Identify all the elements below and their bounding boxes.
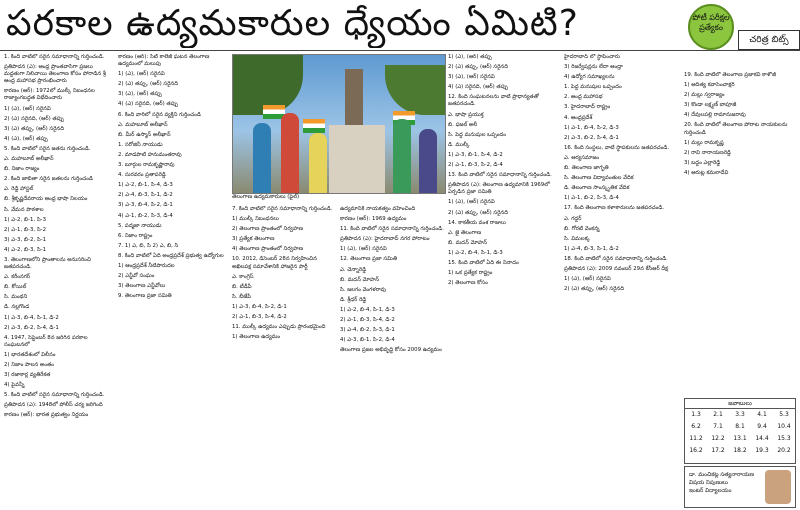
- question-line: 2) ఎ-3, బి-2, సి-4, డి-1: [564, 134, 619, 141]
- question-line: 14. కాకతీయ వంశ రాజులు: [448, 219, 506, 226]
- author-place: ఇంటర్ విద్యాలయం: [689, 488, 732, 494]
- question-line: 3) ఎ-3, బి-4, సి-2, డి-1: [118, 202, 173, 209]
- question-line: డి. నల్లగొండ: [4, 304, 30, 311]
- answer-cell: 8.1: [735, 423, 745, 430]
- column-1: [4, 54, 114, 506]
- answer-cell: 14.4: [755, 435, 769, 442]
- question-line: సి. పెద్ద మనుషుల ఒప్పందం: [448, 131, 507, 138]
- question-line: బి. మదన్ మోహన్: [340, 276, 380, 283]
- answer-cell: 3.3: [735, 411, 745, 418]
- author-photo: [765, 470, 791, 504]
- question-line: 19. కింది వాటిలో తెలంగాణ ప్రజాకవి కాళోజీ: [684, 72, 776, 78]
- question-line: డి. శ్రీధర్ రెడ్డి: [340, 296, 367, 303]
- question-line: 2) తెలంగాణ ప్రాంతంలో నిర్వహణ: [232, 226, 304, 233]
- question-line: 3) ప్రత్యేక తెలంగాణ: [232, 236, 275, 243]
- question-line: 1) ఎ-2, బి-4, సి-1, డి-3: [448, 249, 503, 256]
- question-line: 1) ఎ-2, బి-1, సి-4, డి-3: [118, 182, 173, 189]
- question-line: 4) దేవులపల్లి రామానుజరావు: [684, 112, 746, 119]
- question-line: 2) ఎ-1, బి-3, సి-4, డి-2: [340, 317, 395, 324]
- question-line: 1) (ఎ), (ఆర్) సరైనవి: [448, 199, 495, 206]
- answer-cell: 10.4: [777, 423, 791, 430]
- question-line: 1) ముల్కీ నిబంధనలు: [232, 216, 279, 223]
- question-line: 3. హైదరాబాద్ రాష్ట్రం: [564, 104, 611, 111]
- question-line: 3) రిజర్వేషన్లను లేదా ఆంధ్రా: [564, 64, 623, 71]
- question-line: 2) ఎ-4, బి-3, సి-1, డి-2: [118, 192, 173, 199]
- question-line: 1) ఎ-2, బి-1, సి-3: [4, 216, 46, 223]
- question-line: 20. కింది వాటిలో తెలంగాణ పోరాట నాయకులను గుర్తించండి: [684, 122, 788, 136]
- question-line: ప్రతిపాదన (ఎ): హైదరాబాద్ నగర పోరాటం: [340, 236, 430, 243]
- question-line: ఎ. గద్దర్: [564, 215, 582, 222]
- statue-shape: [345, 69, 363, 129]
- answers-table: [685, 409, 795, 457]
- answer-cell: 20.2: [777, 447, 791, 454]
- question-line: 2) (ఎ) సరైనది, (ఆర్) తప్పు: [4, 115, 64, 122]
- question-line: 2) మల్లు స్వరాజ్యం: [684, 92, 725, 99]
- question-line: 6. నిజాం రాష్ట్రం: [118, 232, 153, 239]
- question-line: 2) నిజాం పాలన అంతం: [4, 362, 54, 368]
- question-line: 1) (ఎ), (ఆర్) సరైనవి: [564, 276, 611, 283]
- question-line: 1) తెలంగాణ ఉద్యమం: [232, 334, 281, 341]
- question-line: ఎ. కరీంనగర్: [4, 274, 31, 281]
- question-line: బి. కోయిల్: [4, 284, 27, 291]
- question-line: 7. కింది వాటిలో సరైన సమాధానాన్ని గుర్తించండి.: [232, 206, 333, 212]
- answer-row: [685, 409, 795, 421]
- question-line: 1) ఎ-1, బి-4, సి-2, డి-3: [564, 124, 619, 131]
- question-line: సి. విమలక్క: [564, 235, 590, 242]
- answer-cell: 6.2: [691, 423, 701, 430]
- question-line: కారణం (ఆర్): 1969 ఉద్యమం: [340, 216, 407, 223]
- question-line: 4) తెలంగాణ ప్రాంతంలో నిర్వహణ: [232, 246, 304, 253]
- question-line: ఎ. చెన్నారెడ్డి: [340, 266, 367, 273]
- divider: [0, 50, 800, 51]
- question-line: బి. తెలంగాణ జాగృతి: [564, 165, 609, 172]
- question-line: 7. 1) ఎ, బి, సి 2) ఎ, బి, సి: [118, 242, 179, 249]
- question-line: 1. సరోజినీ నాయుడు: [118, 141, 163, 148]
- question-line: 4. 1947, సెప్టెంబర్ 8న జరిగిన పరకాల సంఘటనలో: [4, 334, 88, 348]
- question-line: 2. కింది జాబితా సరైన జతలను గుర్తించండి: [4, 176, 93, 183]
- answers-header: జవాబులు: [685, 399, 795, 409]
- author-role: విషయ నిపుణులు: [689, 480, 728, 486]
- column-7: [684, 72, 796, 392]
- question-line: ఎ. మహబూబ్ అలీఖాన్: [118, 121, 168, 128]
- answer-cell: 5.3: [779, 411, 789, 418]
- answer-cell: 17.2: [711, 447, 725, 454]
- answer-cell: 4.1: [757, 411, 767, 418]
- question-line: ఉద్యమానికి నాయకత్వం వహించింది: [340, 206, 416, 212]
- question-line: 2. మాడపాటి హనుమంతరావు: [118, 151, 182, 158]
- question-line: ఎ. జై తెలంగాణ: [448, 229, 482, 236]
- question-line: 1) ఒక ప్రత్యేక రాష్ట్రం: [448, 270, 493, 277]
- question-line: సి. తెలంగాణ విద్యావంతుల వేదిక: [564, 175, 634, 182]
- question-line: 3) (ఎ) తప్పు, (ఆర్) సరైనది: [4, 125, 64, 132]
- answer-cell: 1.3: [691, 411, 701, 418]
- question-line: 1. కింది వాటిలో సరైన సమాధానాన్ని గుర్తించండి.: [4, 54, 105, 60]
- question-line: 1) ఎ-3, బి-1, సి-4, డి-2: [448, 151, 503, 158]
- column-6: [564, 54, 680, 506]
- question-line: తెలంగాణ ప్రజల అభివృద్ధి కోసం 2009 ఉద్యమం: [340, 347, 442, 354]
- question-line: బి. ఫజల్ అలీ: [448, 121, 478, 128]
- question-line: బి. మదన్ మోహన్: [448, 239, 488, 246]
- author-box: [684, 466, 796, 508]
- question-line: 12. తెలంగాణ ప్రజా సమితి: [340, 256, 398, 263]
- question-line: 3. తెలంగాణలోని ప్రాంతాలను అనుసరించి జతపరచండి.: [4, 256, 92, 271]
- question-line: 3) రజాకార్ల వ్యతిరేకత: [4, 372, 51, 379]
- question-line: 3) ఎ-3, బి-2, సి-1: [4, 236, 46, 243]
- question-line: ఎ. రెడ్డి హాస్టల్: [4, 186, 34, 193]
- protest-photo: [232, 54, 446, 194]
- question-line: 2) ఎ-3, బి-2, సి-4, డి-1: [4, 324, 59, 331]
- question-line: 1) ఎ-2, బి-4, సి-1, డి-3: [340, 306, 395, 313]
- question-line: బి. టీడీపీ: [232, 283, 252, 290]
- question-line: 4) ఉద్యోగ సమాఖ్యలను: [564, 74, 615, 81]
- question-line: 2) ఎన్జీవో సంఘం: [118, 273, 155, 280]
- question-line: 2) (ఎ) తప్పు, (ఆర్) సరైనది: [448, 64, 508, 71]
- question-line: ఎ. ఆర్యసమాజం: [564, 154, 600, 161]
- question-line: సి. వేమన పాఠశాల: [4, 206, 44, 213]
- answer-cell: 2.1: [713, 411, 723, 418]
- question-line: బి. శ్రీకృష్ణదేవరాయ ఆంధ్ర భాషా నిలయం: [4, 196, 88, 203]
- question-line: 1. పెద్ద మనుషుల ఒప్పందం: [564, 84, 622, 91]
- question-line: 18. కింది వాటిలో సరైన సమాధానాన్ని గుర్తించండి.: [564, 255, 668, 262]
- question-line: హైదరాబాద్ లో స్థాపించారు: [564, 54, 620, 60]
- answer-row: [685, 445, 795, 457]
- answer-cell: 19.3: [755, 447, 769, 454]
- question-line: 2) (ఎ) తప్పు, (ఆర్) సరైనది: [564, 286, 624, 293]
- question-line: 13. కింది వాటిలో సరైన సమాధానాన్ని గుర్తించండి.: [448, 172, 552, 179]
- question-line: బి. గోరటి వెంకన్న: [564, 225, 600, 232]
- question-line: డి. ముల్కీ: [448, 141, 470, 148]
- person-figure: [393, 119, 411, 193]
- question-line: 3) కొండా లక్ష్మణ్ బాపూజీ: [684, 102, 737, 109]
- question-line: 6. కింది వారిలో సరైన వ్యక్తిని గుర్తించండి: [118, 111, 201, 118]
- question-line: 1) (ఎ), (ఆర్) సరైనవి: [4, 105, 51, 112]
- question-line: ఎ. మహబూబ్ అలీఖాన్: [4, 156, 54, 163]
- person-figure: [253, 123, 271, 193]
- question-line: 2) తెలంగాణ కోసం: [448, 280, 488, 287]
- column-5: [448, 54, 560, 506]
- question-line: 3) తెలంగాణ ఎన్జీవోలు: [118, 283, 166, 290]
- question-line: 1) (ఎ), (ఆర్) తప్పు: [448, 54, 492, 60]
- answer-cell: 18.2: [733, 447, 747, 454]
- question-line: ప్రతిపాదన (ఎ): 1948లో పోలీస్ చర్య జరిగింది: [4, 402, 103, 409]
- question-line: 3) బద్దం ఎల్లారెడ్డి: [684, 159, 721, 166]
- question-line: 4) పైవన్నీ: [4, 382, 25, 389]
- question-line: 4) ఎ-1, బి-2, సి-3, డి-4: [118, 212, 173, 219]
- question-line: 2) (ఎ) తప్పు, (ఆర్) సరైనది: [448, 209, 508, 216]
- question-line: 16. కింది సంస్థలు, వాటి స్థాపకులను జతపరచండి.: [564, 144, 670, 151]
- answers-box: [684, 398, 796, 464]
- answer-cell: 9.4: [757, 423, 767, 430]
- question-line: ఎ. భాషా ప్రయుక్త: [448, 111, 484, 118]
- page-title: పరకాల ఉద్యమకారుల ధ్యేయం ఏమిటి?: [6, 3, 579, 44]
- question-line: ప్రతిపాదన (ఎ): ఆంధ్ర ప్రాంతవాసిగా ప్రజలు మద్దతుగా నిలిచాయి తెలంగాణ కోసం పోరాడిన శ్రీ ఆంధ్ర మహాసభ ప్రారంభించారు: [4, 64, 106, 85]
- question-line: 1) మల్లు రామకృష్ణ: [684, 139, 724, 146]
- answer-row: [685, 421, 795, 433]
- answer-cell: 15.3: [777, 435, 791, 442]
- question-line: 2) రావి నారాయణరెడ్డి: [684, 149, 731, 156]
- question-line: 5. పద్మజా నాయుడు: [118, 222, 162, 229]
- question-line: 5. కింది వాటిలో సరైన సమాధానాన్ని గుర్తించండి.: [4, 392, 105, 399]
- question-line: 4) ఎ-2, బి-3, సి-1: [4, 246, 46, 253]
- question-line: 4. ఆంధ్రప్రదేశ్: [564, 114, 593, 121]
- question-line: సి. జలగం వెంగళరావు: [340, 286, 387, 293]
- question-line: 1) ఎ-3, బి-4, సి-1, డి-2: [4, 314, 59, 321]
- question-line: కారణం (ఆర్): 1972లో ముల్కీ నిబంధనల రాజ్యాంగబద్ధత విభేదించారు: [4, 88, 95, 102]
- photo-caption: తెలంగాణ ఉద్యమకారులు (ఫైల్): [232, 194, 300, 200]
- question-line: ఎ. కాంగ్రెస్: [232, 273, 254, 280]
- column-3: [232, 206, 336, 506]
- exam-special-badge: పోటీ పరీక్షల ప్రత్యేకం: [688, 4, 734, 50]
- question-line: 15. కింది వాటిలో ఏది ఈ నినాదం: [448, 259, 519, 266]
- question-line: డి. తెలంగాణ సాంస్కృతిక వేదిక: [564, 185, 630, 192]
- question-line: బి. నిజాం రాజ్యం: [4, 166, 40, 173]
- person-figure: [281, 113, 299, 193]
- question-line: కారణం (ఆర్): భారత ప్రభుత్వం నిర్ణయం: [4, 412, 89, 419]
- question-line: ప్రతిపాదన (ఎ): 2009 నవంబర్ 29న కేసీఆర్ దీక్ష: [564, 265, 669, 272]
- question-line: 2) ఎ-1, బి-3, సి-2, డి-4: [448, 162, 503, 169]
- question-line: సి. బీజేపీ: [232, 293, 252, 300]
- question-line: 1) ఎ-1, బి-2, సి-3, డి-4: [564, 195, 619, 202]
- answer-cell: 16.2: [689, 447, 703, 454]
- question-line: 4) (ఎ) సరైనది, (ఆర్) తప్పు: [118, 101, 178, 108]
- tree-shape: [385, 65, 445, 115]
- question-line: 3) (ఎ), (ఆర్) సరైనవి: [448, 74, 495, 81]
- question-line: కారణం (ఆర్): సిటీ కాలేజీ ఘటన తెలంగాణ ఉద్యమంలో మలుపు: [118, 54, 210, 68]
- question-line: బి. మీర్ ఉస్మాన్ అలీఖాన్: [118, 131, 171, 138]
- answer-row: [685, 433, 795, 445]
- question-line: 17. కింది తెలంగాణ కళాకారులను జతపరచండి.: [564, 205, 665, 212]
- answer-cell: 11.2: [689, 435, 703, 442]
- question-line: 4. సురవరం ప్రతాపరెడ్డి: [118, 172, 166, 179]
- question-line: 2) ఎ-1, బి-3, సి-2: [4, 226, 46, 233]
- question-line: 4) ఆరుట్ల కమలాదేవి: [684, 169, 729, 176]
- question-line: 9. తెలంగాణ ప్రజా సమితి: [118, 293, 172, 300]
- author-info: [689, 471, 761, 495]
- question-line: 5. కింది వాటిలో సరైన జతను గుర్తించండి.: [4, 145, 91, 152]
- question-line: 1) భారతదేశంలో విలీనం: [4, 351, 56, 358]
- question-line: 8. కింది వాటిలో ఏది అంధ్రప్రదేశ్ ప్రభుత్వ ఉద్యోగుల: [118, 252, 224, 259]
- question-line: 1) (ఎ), (ఆర్) సరైనవి: [118, 71, 165, 78]
- question-line: 2. ఆంధ్ర మహాసభ: [564, 94, 603, 101]
- question-line: 11. కింది వాటిలో సరైన సమాధానాన్ని గుర్తించండి.: [340, 226, 444, 233]
- question-line: సి. మంథని: [4, 294, 28, 301]
- question-line: 3. బూర్గుల రామకృష్ణారావు: [118, 162, 175, 169]
- question-line: 1) ఎ-3, బి-4, సి-2, డి-1: [232, 303, 287, 310]
- person-figure: [309, 133, 327, 193]
- answer-cell: 12.2: [711, 435, 725, 442]
- column-4: [340, 206, 444, 506]
- question-line: 10. 2012, డిసెంబర్ 28న నిర్వహించిన అఖిలపక్ష సమావేశానికి హాజరైన పార్టీ: [232, 256, 317, 270]
- answer-cell: 7.1: [713, 423, 723, 430]
- question-line: 2) (ఎ) తప్పు, (ఆర్) సరైనది: [118, 81, 178, 88]
- question-line: 12. కింది సంఘటనలను వాటి ప్రాధాన్యతతో జతపరచండి.: [448, 94, 539, 108]
- question-line: 3) ఎ-4, బి-2, సి-3, డి-1: [340, 327, 395, 334]
- section-label: చరిత్ర బిట్స్: [738, 30, 800, 50]
- question-line: 4) (ఎ) సరైనది, (ఆర్) తప్పు: [448, 84, 508, 91]
- question-line: 2) ఎ-1, బి-3, సి-4, డి-2: [232, 314, 287, 321]
- question-line: 1) ఎ-4, బి-3, సి-1, డి-2: [564, 245, 619, 252]
- question-line: 4) ఎ-3, బి-1, సి-2, డి-4: [340, 337, 395, 344]
- monument-base: [329, 125, 385, 193]
- answer-cell: 13.1: [733, 435, 747, 442]
- question-line: 3) (ఎ), (ఆర్) తప్పు: [118, 91, 162, 98]
- question-line: 1) ఆంధ్రప్రదేశ్ నీటిపారుదల: [118, 262, 175, 269]
- question-line: ప్రతిపాదన (ఎ): తెలంగాణ ఉద్యమానికి 1969లో ఏర్పడిన ప్రజా సమితి: [448, 182, 550, 196]
- person-figure: [419, 129, 437, 193]
- question-line: 1) ఆదిత్య కవాసెంచాక్షరి: [684, 82, 735, 89]
- flag-icon: [303, 119, 325, 133]
- question-line: 4) (ఎ), (ఆర్) తప్పు: [4, 135, 48, 142]
- column-2: [118, 54, 228, 506]
- author-name: డా. మంచికట్ల సత్యనారాయణ: [689, 472, 754, 478]
- question-line: 1) (ఎ), (ఆర్) సరైనవి: [340, 246, 387, 253]
- question-line: 11. ముల్కీ ఉద్యమం ఎప్పుడు ప్రారంభమైంది: [232, 324, 326, 331]
